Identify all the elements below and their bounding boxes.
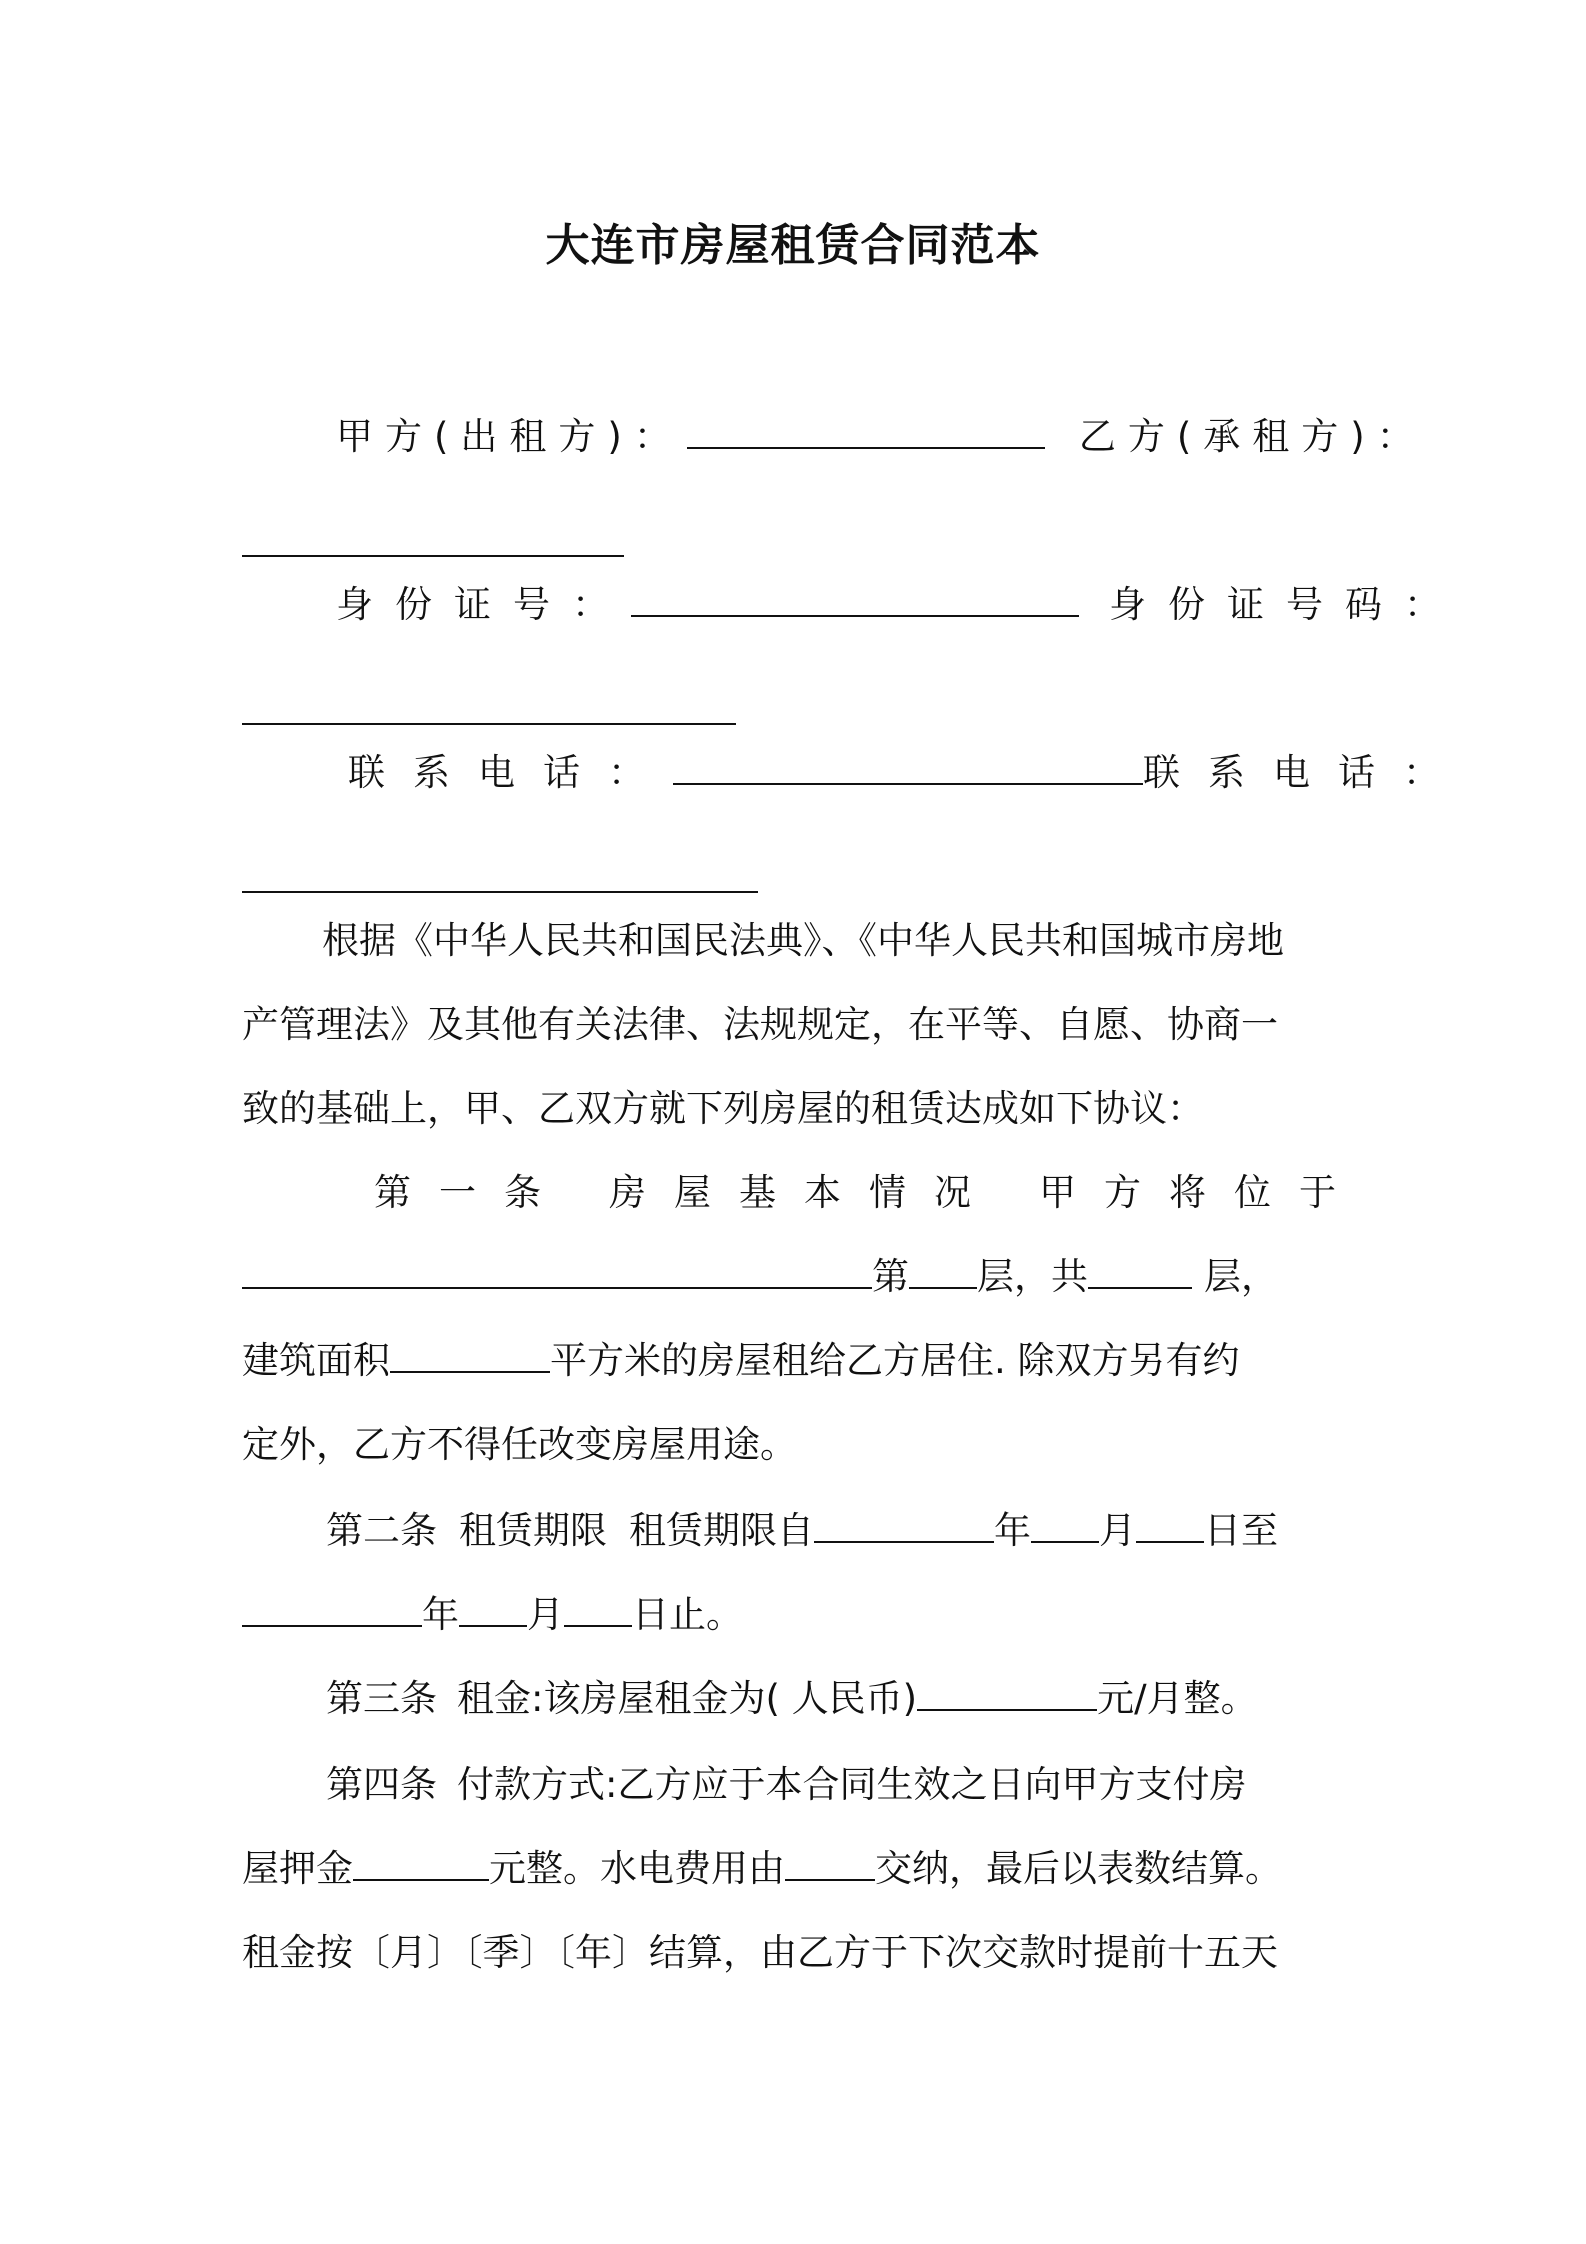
preamble-line-3: 致的基础上，甲、乙双方就下列房屋的租赁达成如下协议： xyxy=(242,1087,1204,1130)
article3-heading: 第三条 xyxy=(326,1677,437,1720)
id-label-a: 身份证号： xyxy=(336,583,631,626)
article1-heading-line xyxy=(374,1168,1364,1218)
article4-line-1-text: 付款方式:乙方应于本合同生效之日向甲方支付房 xyxy=(457,1763,1247,1806)
id-a-blank[interactable] xyxy=(631,585,1079,617)
id-b-line xyxy=(242,688,736,738)
phone-label-a: 联系电话： xyxy=(348,751,673,794)
start-day-blank[interactable] xyxy=(1136,1511,1204,1543)
article2-month-2: 月 xyxy=(527,1593,564,1636)
article2-line-1 xyxy=(326,1506,1278,1556)
utility-payer-blank[interactable] xyxy=(785,1849,875,1881)
article2-subject: 租赁期限 xyxy=(459,1509,607,1552)
phone-b-line xyxy=(242,856,758,906)
article4-line-2 xyxy=(242,1844,1282,1894)
deposit-prefix: 屋押金 xyxy=(242,1847,353,1890)
phone-line xyxy=(348,748,1468,798)
rent-blank[interactable] xyxy=(917,1679,1097,1711)
id-label-b: 身份证号码： xyxy=(1109,583,1463,626)
floor-suffix: 层， xyxy=(1204,1255,1278,1298)
phone-label-b: 联系电话： xyxy=(1143,751,1468,794)
phone-b-blank[interactable] xyxy=(242,861,758,893)
article3-line xyxy=(326,1674,1258,1724)
article4-line-3: 租金按〔月〕〔季〕〔年〕结算，由乙方于下次交款时提前十五天 xyxy=(242,1931,1278,1974)
document-title: 大连市房屋租赁合同范本 xyxy=(545,220,1041,271)
party-line xyxy=(336,412,1426,462)
end-year-blank[interactable] xyxy=(242,1595,422,1627)
article1-floor-line xyxy=(242,1252,1278,1302)
article2-month-1: 月 xyxy=(1099,1509,1136,1552)
article4-heading: 第四条 xyxy=(326,1763,437,1806)
article1-area-line xyxy=(242,1336,1240,1386)
preamble-line-2-text: 产管理法》及其他有关法律、法规规定，在平等、自愿、协商一 xyxy=(242,1003,1278,1046)
party-b-label: 乙方(承租方)： xyxy=(1078,415,1426,458)
article2-line-2 xyxy=(242,1590,743,1640)
article2-heading: 第二条 xyxy=(326,1509,437,1552)
start-month-blank[interactable] xyxy=(1031,1511,1099,1543)
area-suffix: 平方米的房屋租给乙方居住. 除双方另有约 xyxy=(550,1339,1240,1382)
floor-mid: 层，共 xyxy=(977,1255,1088,1298)
article2-day-to: 日至 xyxy=(1204,1509,1278,1552)
article2-lead: 租赁期限自 xyxy=(629,1509,814,1552)
article1-subject: 房屋基本情况 xyxy=(609,1171,999,1214)
article3-text-b: 元/月整。 xyxy=(1097,1677,1258,1720)
preamble-line-2 xyxy=(242,1000,1356,1050)
article1-lead: 甲方将位于 xyxy=(1039,1171,1364,1214)
party-b-line xyxy=(242,520,624,570)
article1-heading: 第一条 xyxy=(374,1171,569,1214)
party-a-blank[interactable] xyxy=(687,417,1045,449)
article1-line-4: 定外，乙方不得任改变房屋用途。 xyxy=(242,1423,797,1466)
total-floors-blank[interactable] xyxy=(1088,1257,1192,1289)
article2-year-2: 年 xyxy=(422,1593,459,1636)
preamble-line-1: 根据《中华人民共和国民法典》、《中华人民共和国城市房地 xyxy=(322,919,1284,962)
party-a-label: 甲方(出租方)： xyxy=(336,415,683,458)
deposit-suffix: 交纳，最后以表数结算。 xyxy=(875,1847,1282,1890)
area-blank[interactable] xyxy=(390,1341,550,1373)
article2-year-1: 年 xyxy=(994,1509,1031,1552)
article2-day-end: 日止。 xyxy=(632,1593,743,1636)
area-prefix: 建筑面积 xyxy=(242,1339,390,1382)
floor-prefix: 第 xyxy=(872,1255,909,1298)
end-day-blank[interactable] xyxy=(564,1595,632,1627)
start-year-blank[interactable] xyxy=(814,1511,994,1543)
floor-blank[interactable] xyxy=(909,1257,977,1289)
deposit-blank[interactable] xyxy=(353,1849,489,1881)
id-line xyxy=(336,580,1463,630)
article3-text-a: 租金:该房屋租金为( 人民币) xyxy=(457,1677,918,1720)
address-blank[interactable] xyxy=(242,1257,872,1289)
end-month-blank[interactable] xyxy=(459,1595,527,1627)
party-b-blank[interactable] xyxy=(242,525,624,557)
phone-a-blank[interactable] xyxy=(673,753,1143,785)
id-b-blank[interactable] xyxy=(242,693,736,725)
deposit-mid: 元整。水电费用由 xyxy=(489,1847,785,1890)
article4-line-1 xyxy=(326,1760,1246,1810)
